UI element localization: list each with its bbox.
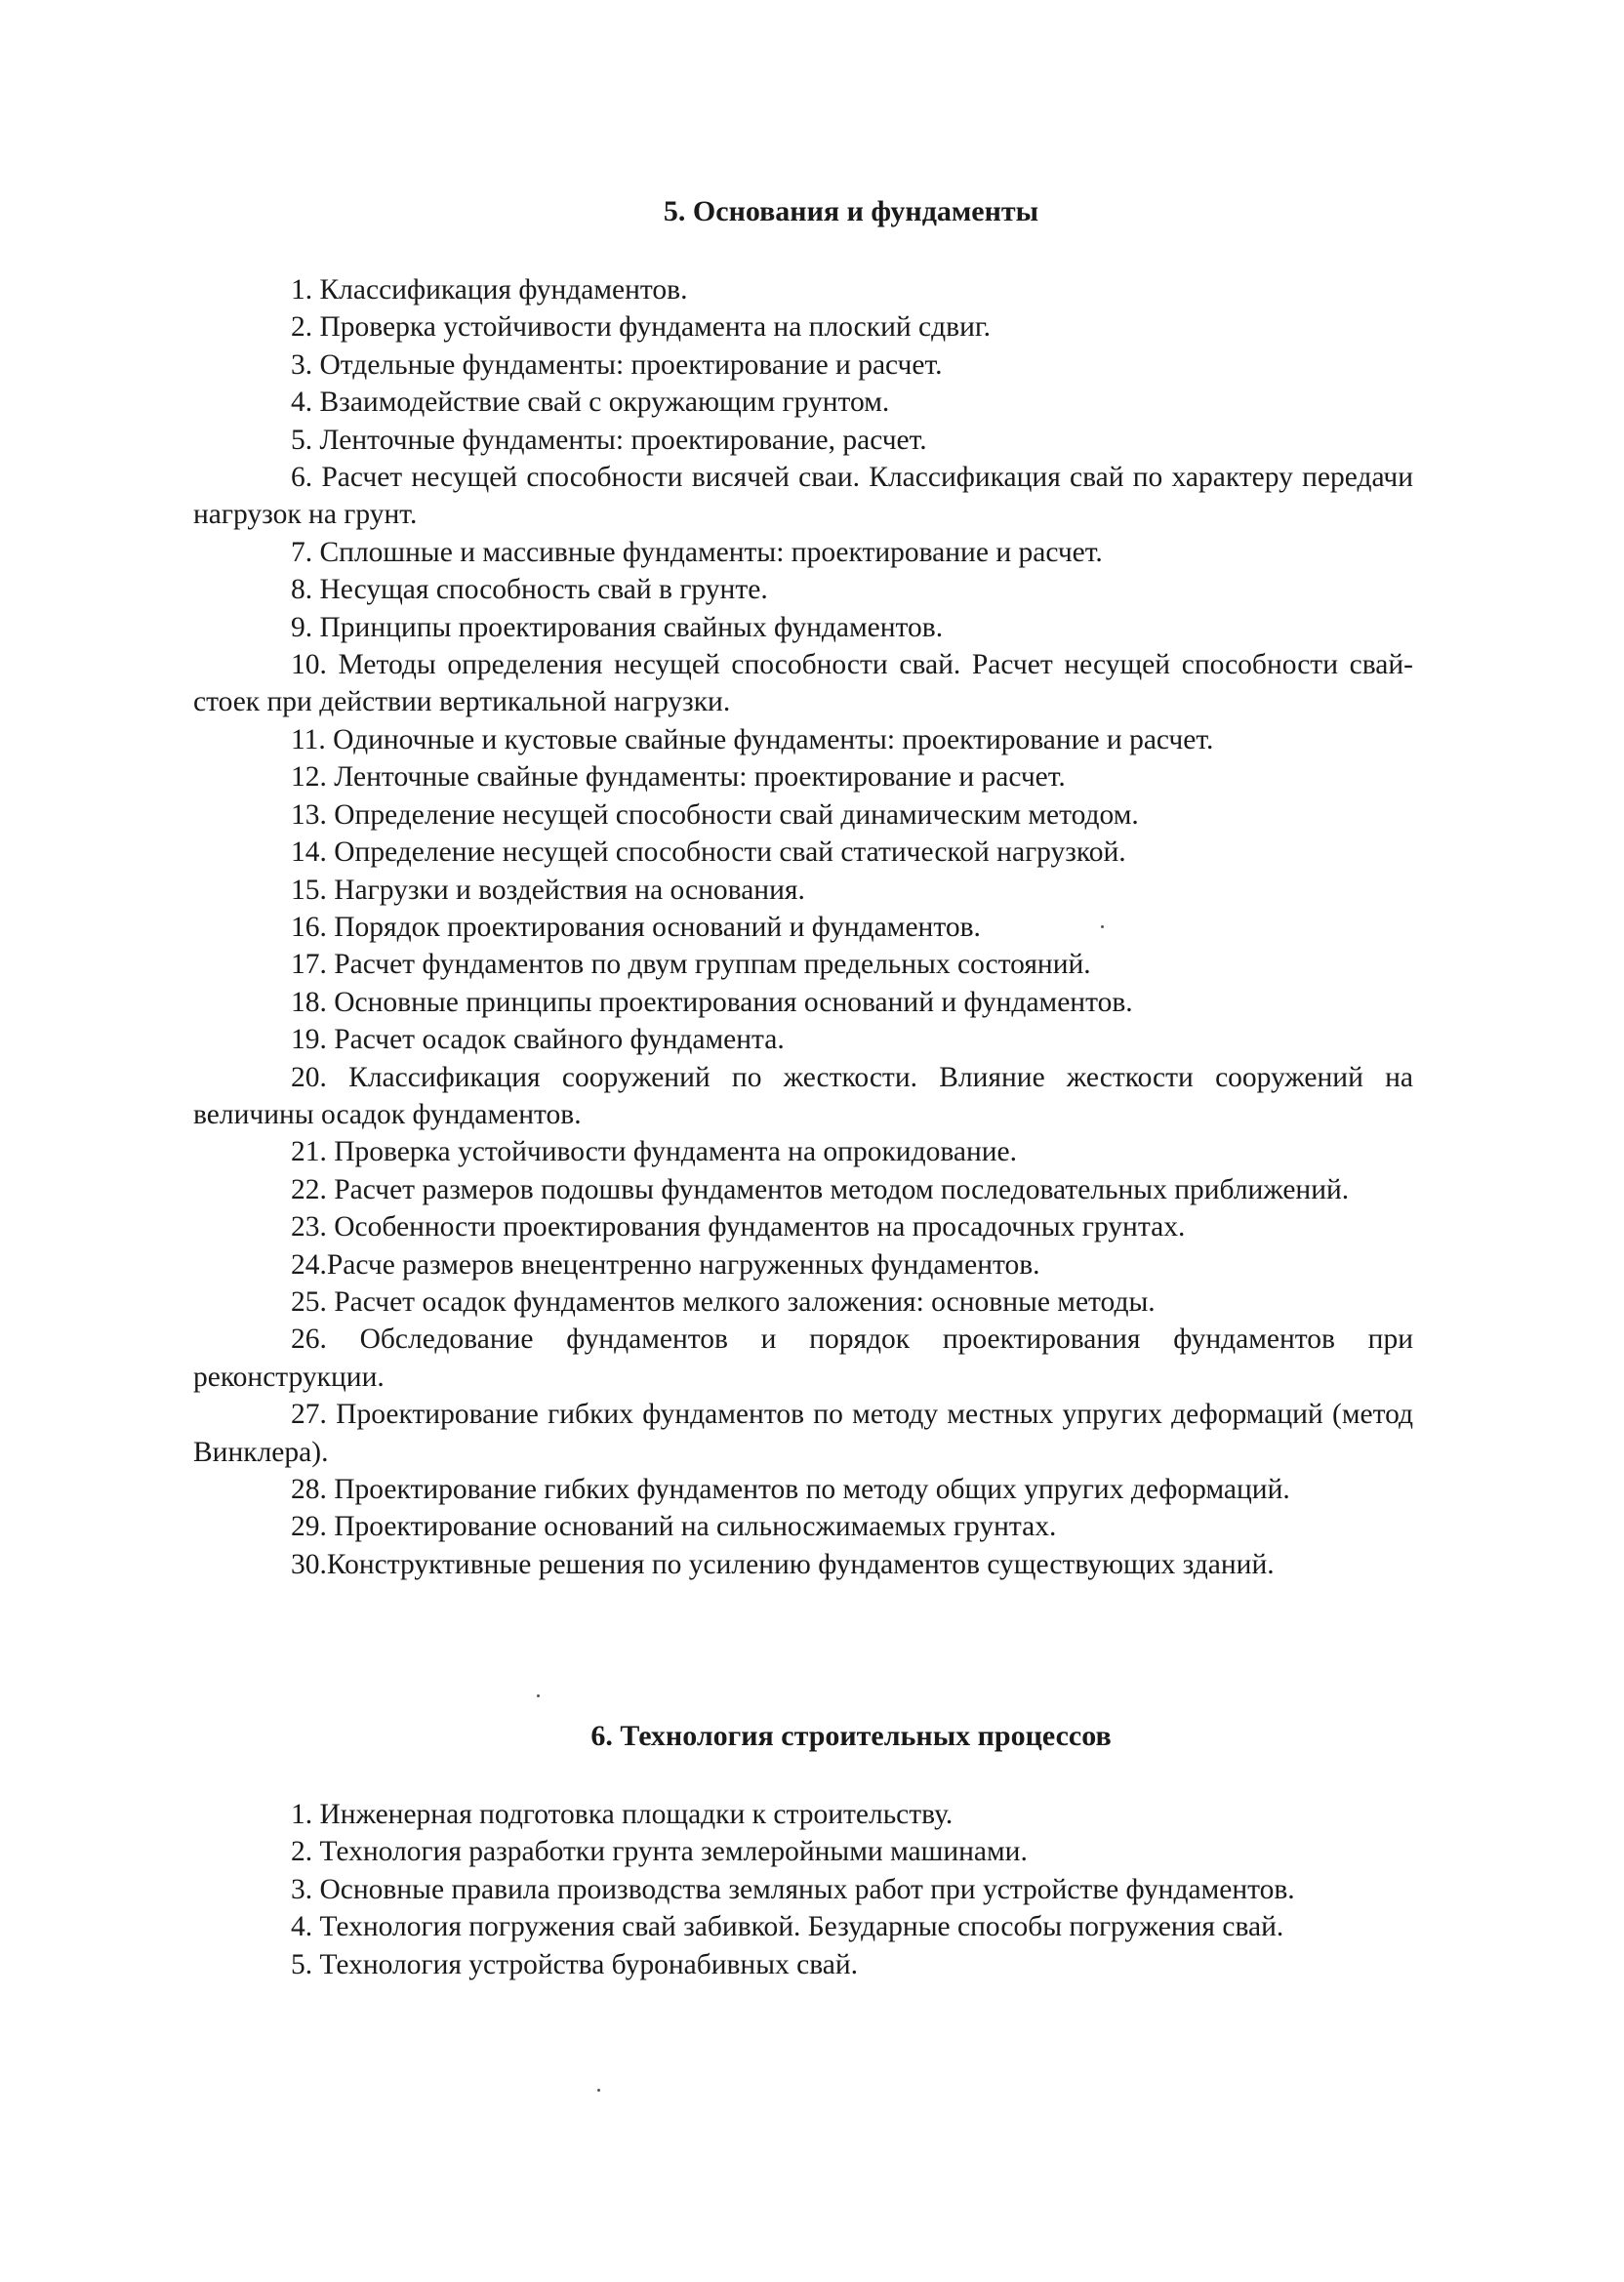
section-title: 6. Технология строительных процессов xyxy=(590,1720,1112,1752)
scan-speck xyxy=(1101,925,1104,928)
list-item: 5. Технология устройства буронабивных свай. xyxy=(291,1948,859,1980)
list-item: 11. Одиночные и кустовые свайные фундаменты: проектирование и расчет. xyxy=(291,723,1214,755)
section-title: 5. Основания и фундаменты xyxy=(663,195,1039,227)
list-item: 25. Расчет осадок фундаментов мелкого заложения: основные методы. xyxy=(291,1285,1156,1318)
scan-speck xyxy=(537,1694,540,1697)
list-item: 1. Инженерная подготовка площадки к строительству. xyxy=(291,1799,954,1830)
list-item: 14. Определение несущей способности свай статической нагрузкой. xyxy=(291,836,1126,869)
list-item: 17. Расчет фундаментов по двум группам предельных состояний. xyxy=(291,949,1091,981)
list-item: 13. Определение несущей способности свай динамическим методом. xyxy=(291,798,1139,831)
list-item: 24.Расче размеров внецентренно нагруженных фундаментов. xyxy=(291,1248,1040,1281)
list-item: 3. Основные правила производства земляных работ при устройстве фундаментов. xyxy=(291,1873,1295,1905)
list-item: 2. Проверка устойчивости фундамента на плоский сдвиг. xyxy=(291,311,992,344)
list-item: 20. Классификация сооружений по жесткости. Влияние жесткости сооружений на величины осадок фундаментов. xyxy=(193,1061,1413,1130)
list-item: 4. Технология погружения свай забивкой. Безударные способы погружения свай. xyxy=(291,1911,1284,1943)
list-item: 23. Особенности проектирования фундаментов на просадочных грунтах. xyxy=(291,1211,1186,1243)
list-item: 6. Расчет несущей способности висячей сваи. Классификация свай по характеру передачи нагрузок на грунт. xyxy=(193,462,1413,531)
list-item: 2. Технология разработки грунта землеройными машинами. xyxy=(291,1836,1028,1868)
list-item: 3. Отдельные фундаменты: проектирование и расчет. xyxy=(291,348,943,381)
section-list xyxy=(193,1796,1413,1983)
section-list xyxy=(193,271,1413,1583)
list-item: 30.Конструктивные решения по усилению фундаментов существующих зданий. xyxy=(291,1548,1275,1580)
list-item: 18. Основные принципы проектирования оснований и фундаментов. xyxy=(291,986,1133,1018)
list-item: 27. Проектирование гибких фундаментов по методу местных упругих деформаций (метод Винклера). xyxy=(193,1399,1413,1468)
list-item: 8. Несущая способность свай в грунте. xyxy=(291,574,768,606)
list-item: 28. Проектирование гибких фундаментов по методу общих упругих деформаций. xyxy=(291,1474,1290,1505)
list-item: 29. Проектирование оснований на сильносжимаемых грунтах. xyxy=(291,1511,1057,1543)
list-item: 16. Порядок проектирования оснований и фундаментов. xyxy=(291,911,981,943)
list-item: 4. Взаимодействие свай с окружающим грунтом. xyxy=(291,387,890,419)
list-item: 12. Ленточные свайные фундаменты: проектирование и расчет. xyxy=(291,761,1066,794)
list-item: 10. Методы определения несущей способности свай. Расчет несущей способности свай-стоек при действии вертикальной нагрузки. xyxy=(193,649,1413,718)
list-item: 7. Сплошные и массивные фундаменты: проектирование и расчет. xyxy=(291,536,1103,568)
list-item: 22. Расчет размеров подошвы фундаментов методом последовательных приближений. xyxy=(291,1173,1350,1205)
list-item: 15. Нагрузки и воздействия на основания. xyxy=(291,874,805,906)
list-item: 26. Обследование фундаментов и порядок проектирования фундаментов при реконструкции. xyxy=(193,1324,1413,1393)
list-item: 1. Классификация фундаментов. xyxy=(291,274,688,306)
scan-speck xyxy=(597,2089,600,2092)
list-item: 21. Проверка устойчивости фундамента на опрокидование. xyxy=(291,1136,1018,1168)
list-item: 5. Ленточные фундаменты: проектирование, расчет. xyxy=(291,424,927,456)
list-item: 9. Принципы проектирования свайных фундаментов. xyxy=(291,611,944,643)
list-item: 19. Расчет осадок свайного фундамента. xyxy=(291,1024,785,1056)
